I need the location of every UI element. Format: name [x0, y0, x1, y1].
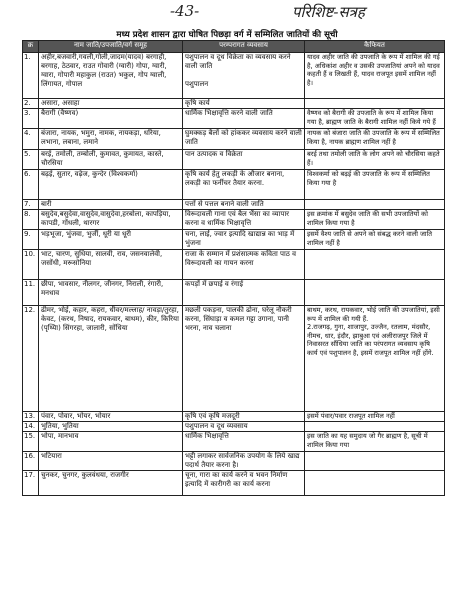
cell-occupation: भट्टी लगाकर सार्वजनिक उपयोग के लिये खाद्य पदार्थ तैयार करना है। [183, 452, 305, 471]
table-row [23, 150, 445, 170]
table-header-row [23, 41, 445, 53]
table-row [23, 306, 445, 412]
table-row [23, 422, 445, 432]
cell-occupation: पत्तों से पत्तल बनाने वाली जाति [183, 200, 305, 210]
cell-serial: 7. [23, 200, 39, 210]
cell-remarks: इस क्रमांक में बसुदेव जाति की सभी उपजातियों को शामिल किया गया है [305, 210, 445, 230]
table-row [23, 53, 445, 99]
cell-occupation: पशुपालन व दूध विक्रेता का व्यवसाय करने वाली जाति पशुपालन [183, 53, 305, 99]
cell-remarks [305, 422, 445, 432]
cell-remarks: इसमें वैश्य जाति से अपने को संबद्ध करने वाली जाति शामिल नहीं है [305, 230, 445, 250]
cell-serial: 10. [23, 250, 39, 280]
cell-remarks [305, 200, 445, 210]
cell-occupation: कृषि कार्य हेतु लकड़ी के औजार बनाना, लकड़ी का फर्नीचर तैयार करना. [183, 170, 305, 200]
document-title: मध्य प्रदेश शासन द्वारा घोषित पिछड़ा वर्ग में सम्मिलित जातियों की सूची [116, 30, 338, 40]
cell-name: भाट, चारण, सुधिया, सालवी, राव, जसनवालेवी, जसोंधी, मरूसोनिया [39, 250, 183, 280]
annexure-label: परिशिष्ट-सत्रह [292, 3, 365, 21]
cell-name: चुनकर, चुनगर, कुलवंधया, राजगीर [39, 471, 183, 496]
cell-remarks [305, 99, 445, 109]
cell-name: बंजारा, नायक, भमुरा, नामक, नायकड़ा, धरिया, लभाना, लबाना, लमाने [39, 129, 183, 150]
cell-remarks: इसमें पंवार/पवार राजपूत शामिल नहीं [305, 412, 445, 422]
table-row [23, 200, 445, 210]
cell-serial: 11. [23, 280, 39, 306]
table-row [23, 432, 445, 452]
cell-remarks: बरई तथा तमोली जाति के लोग अपने को चौरसिया कहते हैं। [305, 150, 445, 170]
cell-name: बैरागी (वैष्णव) [39, 109, 183, 129]
cell-occupation: विरूदावली गाना एवं बैल भैंसा का व्यापार करना व धार्मिक भिक्षावृत्ति [183, 210, 305, 230]
cell-occupation: धार्मिक भिक्षावृत्ति [183, 432, 305, 452]
cell-name: पंवार, पोवार, भोयर, भोयार [39, 412, 183, 422]
cell-name: बरई, तमोली, तम्बोली, कुमावत, कुमायत, कास्ते, चौरसिया [39, 150, 183, 170]
cell-name: भड़भूजा, भुंजवा, भुर्जी, धूरी या धूरी [39, 230, 183, 250]
cell-serial: 5. [23, 150, 39, 170]
cell-occupation: कृषि एवं कृषि मजदूरी [183, 412, 305, 422]
cell-remarks [305, 250, 445, 280]
cell-serial: 16. [23, 452, 39, 471]
cell-serial: 9. [23, 230, 39, 250]
cell-name: बसुदेव,बसुदेवा,वासुदेव,वासुदेवा,हरबोला, कापड़िया, कापडी, गोंधली, थारगर [39, 210, 183, 230]
cell-remarks: यादव अहीर जाति की उपजाति के रूप में शामिल की गई है, अधिकांश अहीर व उसकी उपजातियां अपने को यादव कहती हैं व लिखती हैं, यादव राजपूत इसमें शामिल नहीं है। [305, 53, 445, 99]
table-row [23, 129, 445, 150]
col-header-occupation: परम्परागत व्यवसाय [183, 41, 305, 53]
cell-remarks [305, 452, 445, 471]
cell-name: ढीमर, भोई, कहार, कहरा, धीवर/मल्लाह/ नावड़ा/तुरहा, केवट, (करथ, निषाद, रायकवार, बाथम), कीर, किरिया (पृथ्यिा) सिंगरहा, जालारी, सोंधिया [39, 306, 183, 412]
cell-remarks [305, 471, 445, 496]
cell-name: बढ़ई, सुतार, वढ़ेज, कुन्देर (विश्वकर्मा) [39, 170, 183, 200]
table-row [23, 210, 445, 230]
cell-name: बारी [39, 200, 183, 210]
cell-name: भोपा, मानभाव [39, 432, 183, 452]
cell-remarks: इस जाति का यह समुदाय जो गैर ब्राह्मण है, सूची में शामिल किया गया [305, 432, 445, 452]
cell-serial: 4. [23, 129, 39, 150]
cell-serial: 2. [23, 99, 39, 109]
col-header-serial: क्र [23, 41, 39, 53]
cell-name: असारा, असाहा [39, 99, 183, 109]
cell-serial: 6. [23, 170, 39, 200]
col-header-remarks: कैफियत [305, 41, 445, 53]
cell-name: अहीर,बजवारी,गवली,गोली,जादम(यादव) बरगाही, बरगाह, ठेठवार, राउत गोवारी (ग्वारी) गोपा, ग्वारी, ग्वारा, गोपारी महाकुल (राउत) भकुल, गोप ग्वाली, लिंगायत, गोपाल [39, 53, 183, 99]
col-header-name: नाम जाति/उपजाति/वर्ग समूह [39, 41, 183, 53]
table-row [23, 230, 445, 250]
caste-list-table [22, 40, 445, 496]
table-row [23, 280, 445, 306]
cell-remarks: नायक को बंजारा जाति की उपजाति के रूप में सम्मिलित किया है, नायक ब्राह्मण शामिल नहीं है [305, 129, 445, 150]
cell-serial: 13. [23, 412, 39, 422]
cell-occupation: राजा के सम्मान में प्रशंसात्मक कविता पाठ व विरूदावली का गायन करना [183, 250, 305, 280]
page-number: -43- [170, 2, 200, 20]
cell-serial: 15. [23, 432, 39, 452]
table-row [23, 412, 445, 422]
cell-serial: 8. [23, 210, 39, 230]
cell-remarks [305, 280, 445, 306]
table-row [23, 99, 445, 109]
cell-occupation: मछली पकड़ना, पालकी ढोना, घरेलू नौकरी करना, सिंघाड़ा व कमल गट्टा उगाना, पानी भरना, नाव चलाना [183, 306, 305, 412]
cell-occupation: पान उत्पादक व विक्रेता [183, 150, 305, 170]
table-row [23, 170, 445, 200]
table-row [23, 471, 445, 496]
cell-occupation: धार्मिक भिक्षावृत्ति करने वाली जाति [183, 109, 305, 129]
cell-serial: 12. [23, 306, 39, 412]
cell-occupation: घुमक्कड़ बैलों को हांककर व्यवसाय करने वाली जाति [183, 129, 305, 150]
table-row [23, 452, 445, 471]
cell-serial: 17. [23, 471, 39, 496]
cell-serial: 1. [23, 53, 39, 99]
table-row [23, 109, 445, 129]
cell-remarks: बाथम, करथ, रायकवार, भोई जाति की उपजातियां, इसी रूप में शामिल की गयी हैं. 2.राजगढ़, गुना, शाजापुर, उज्जैन, रतलाम, मंदसौर, नीमच, धार, इंदौर, झाबुआ एवं अलीराजपुर जिले में निवासरत सौंधिया जाति का परंपरागत व्यवसाय कृषि कार्य एवं पशुपालन है, इसमें राजपूत शामिल नहीं होंगे. [305, 306, 445, 412]
cell-name: छीपा, भावसार, नीलगर, जीनगर, निराली, रंगारी, मनधाव [39, 280, 183, 306]
cell-occupation: कपड़ों में छपाई व रंगाई [183, 280, 305, 306]
cell-occupation: चूना, गारा का कार्य करने व भवन निर्माण इत्यादि में कारीगरी का कार्य करना [183, 471, 305, 496]
cell-remarks: वैष्णव को बैरागी की उपजाति के रूप में शामिल किया गया है, ब्राह्मण जाति के बैरागी शामिल नहीं किये गये हैं [305, 109, 445, 129]
table-row [23, 250, 445, 280]
cell-serial: 14. [23, 422, 39, 432]
cell-serial: 3. [23, 109, 39, 129]
cell-remarks: विश्वकर्मा को बढ़ई की उपजाति के रूप में सम्मिलित किया गया है [305, 170, 445, 200]
cell-name: भुतिया, भुतिया [39, 422, 183, 432]
cell-name: भटियारा [39, 452, 183, 471]
cell-occupation: पशुपालन व दूध व्यवसाय [183, 422, 305, 432]
table-body [23, 53, 445, 496]
cell-occupation: कृषि कार्य [183, 99, 305, 109]
cell-occupation: चना, लाई, ज्वार इत्यादि खाद्यान्न का भाड़ में भुंजना [183, 230, 305, 250]
